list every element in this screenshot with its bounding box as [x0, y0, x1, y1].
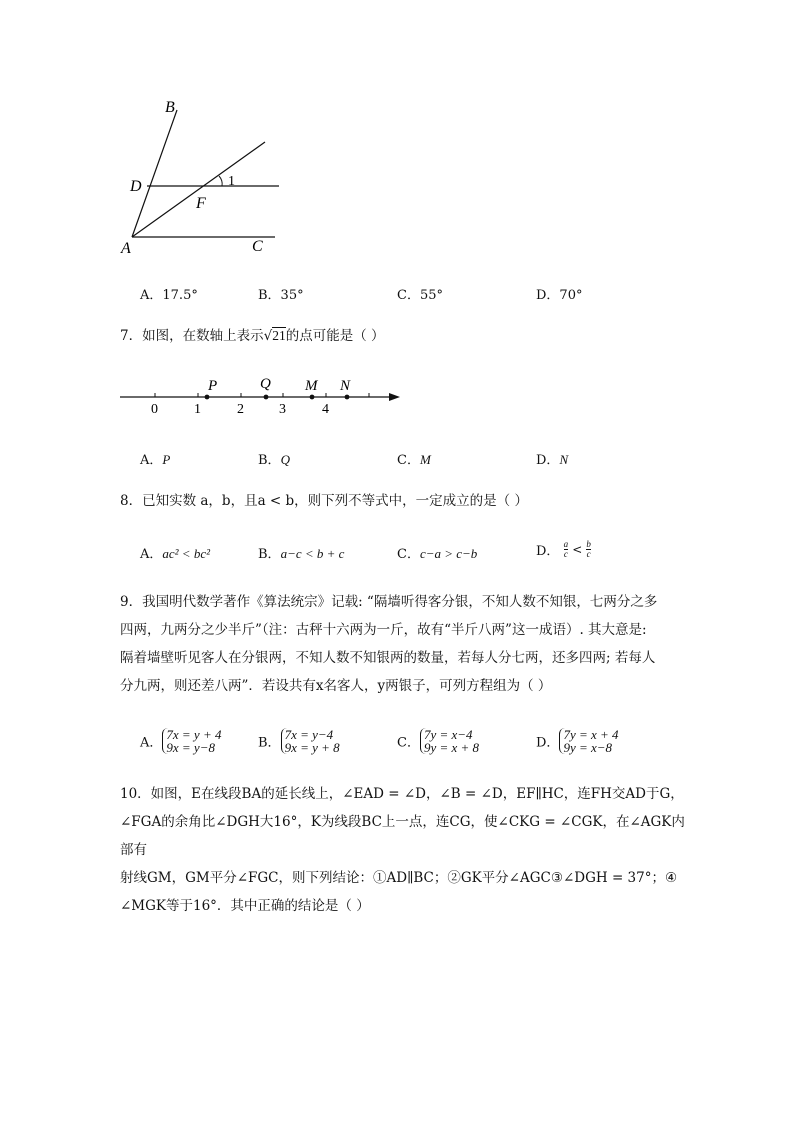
q9-option-b[interactable]: B．7x = y−4 9x = y + 8 — [258, 727, 340, 755]
tick-label-2: 2 — [237, 402, 244, 417]
q6-option-a[interactable]: A．17.5° — [140, 288, 198, 303]
q7-stem-text: 7．如图，在数轴上表示 — [120, 328, 264, 344]
equation-system-b: 7x = y−4 9x = y + 8 — [281, 728, 340, 754]
q10-line-4: ∠MGK等于16°．其中正确的结论是（ ） — [120, 898, 370, 914]
label-F: F — [196, 195, 206, 212]
label-1: 1 — [228, 174, 235, 189]
q8-option-c[interactable]: C．c−a > c−b — [397, 546, 478, 562]
q7-stem-tail: 的点可能是（ ） — [285, 328, 385, 344]
tick-label-1: 1 — [194, 402, 201, 417]
label-M: M — [305, 378, 318, 394]
sqrt-sign-icon: √ — [263, 328, 273, 344]
q7-option-d[interactable]: D．N — [536, 452, 569, 468]
fraction-b-over-c: $\frac{b}{c}$ — [586, 539, 591, 559]
q10-stem — [120, 780, 690, 920]
angle-1-arc — [219, 176, 222, 186]
q7-option-c[interactable]: C．M — [397, 452, 431, 468]
q6-option-c[interactable]: C．55° — [397, 288, 443, 303]
q7-option-b[interactable]: B．Q — [258, 452, 290, 468]
point-P — [205, 395, 210, 400]
equation-system-d: 7y = x + 4 9y = x−8 — [559, 728, 618, 754]
q10-line-1: 10．如图，E在线段BA的延长线上，∠EAD = ∠D，∠B = ∠D，EF∥HC，连FH交AD于G， — [120, 786, 684, 802]
q8-option-a[interactable]: A．ac² < bc² — [140, 546, 210, 562]
q6-option-b[interactable]: B．35° — [258, 288, 304, 303]
q9-line-3: 隔着墙壁听见客人在分银两，不知人数不知银两的数量，若每人分七两，还多四两; 若每人 — [120, 650, 656, 666]
fraction-a-over-c: $\frac{a}{c}$ — [563, 539, 569, 559]
q8-option-b[interactable]: B．a−c < b + c — [258, 546, 345, 562]
q7-option-a[interactable]: A．P — [140, 452, 171, 468]
q9-line-2: 四两，九两分之少半斤”（注：古秤十六两为一斤，故有“半斤八两”这一成语）. 其大意是: — [120, 622, 647, 638]
q7-stem — [120, 322, 690, 350]
label-A: A — [121, 240, 131, 257]
q10-line-3: 射线GM，GM平分∠FGC，则下列结论：①AD∥BC；②GK平分∠AGC③∠DGH = 37°；④ — [120, 870, 678, 886]
equation-system-c: 7y = x−4 9y = x + 8 — [420, 728, 479, 754]
q9-option-a[interactable]: A．7x = y + 4 9x = y−8 — [140, 727, 222, 755]
point-M — [310, 395, 315, 400]
number-line-arrow-icon — [389, 393, 400, 401]
q9-option-d[interactable]: D．7y = x + 4 9y = x−8 — [536, 727, 619, 755]
tick-label-4: 4 — [322, 402, 329, 417]
point-Q — [264, 395, 269, 400]
tick-label-0: 0 — [151, 402, 158, 417]
label-Q: Q — [260, 376, 271, 392]
q6-geometry-figure — [110, 95, 300, 265]
label-N: N — [340, 378, 351, 394]
q7-number-line — [115, 372, 410, 418]
label-P: P — [208, 378, 218, 394]
q8-option-d[interactable]: D． $\frac{a}{c}$ < $\frac{b}{c}$ — [536, 539, 591, 559]
label-D: D — [130, 178, 142, 195]
label-B: B — [165, 99, 175, 116]
equation-system-a: 7x = y + 4 9x = y−8 — [162, 728, 221, 754]
q9-line-4: 分九两，则还差八两”．若设共有x名客人，y两银子，可列方程组为（ ） — [120, 678, 552, 694]
number-line-ticks — [155, 393, 369, 397]
line-AB — [132, 110, 177, 237]
tick-label-3: 3 — [279, 402, 286, 417]
q9-stem — [120, 588, 690, 700]
label-C: C — [252, 238, 263, 255]
q9-option-c[interactable]: C．7y = x−4 9y = x + 8 — [397, 727, 480, 755]
point-N — [345, 395, 350, 400]
q7-radicand: 21 — [272, 328, 286, 343]
q10-line-2: ∠FGA的余角比∠DGH大16°，K为线段BC上一点，连CG，使∠CKG = ∠CGK，在∠AGK内部有 — [120, 814, 685, 858]
q6-option-d[interactable]: D．70° — [536, 288, 583, 303]
q9-line-1: 9．我国明代数学著作《算法统宗》记载: “隔墙听得客分银，不知人数不知银，七两分之多 — [120, 594, 658, 610]
line-AF — [132, 142, 265, 237]
q8-stem: 8．已知实数 a，b，且a < b，则下列不等式中，一定成立的是（ ） — [120, 493, 528, 509]
